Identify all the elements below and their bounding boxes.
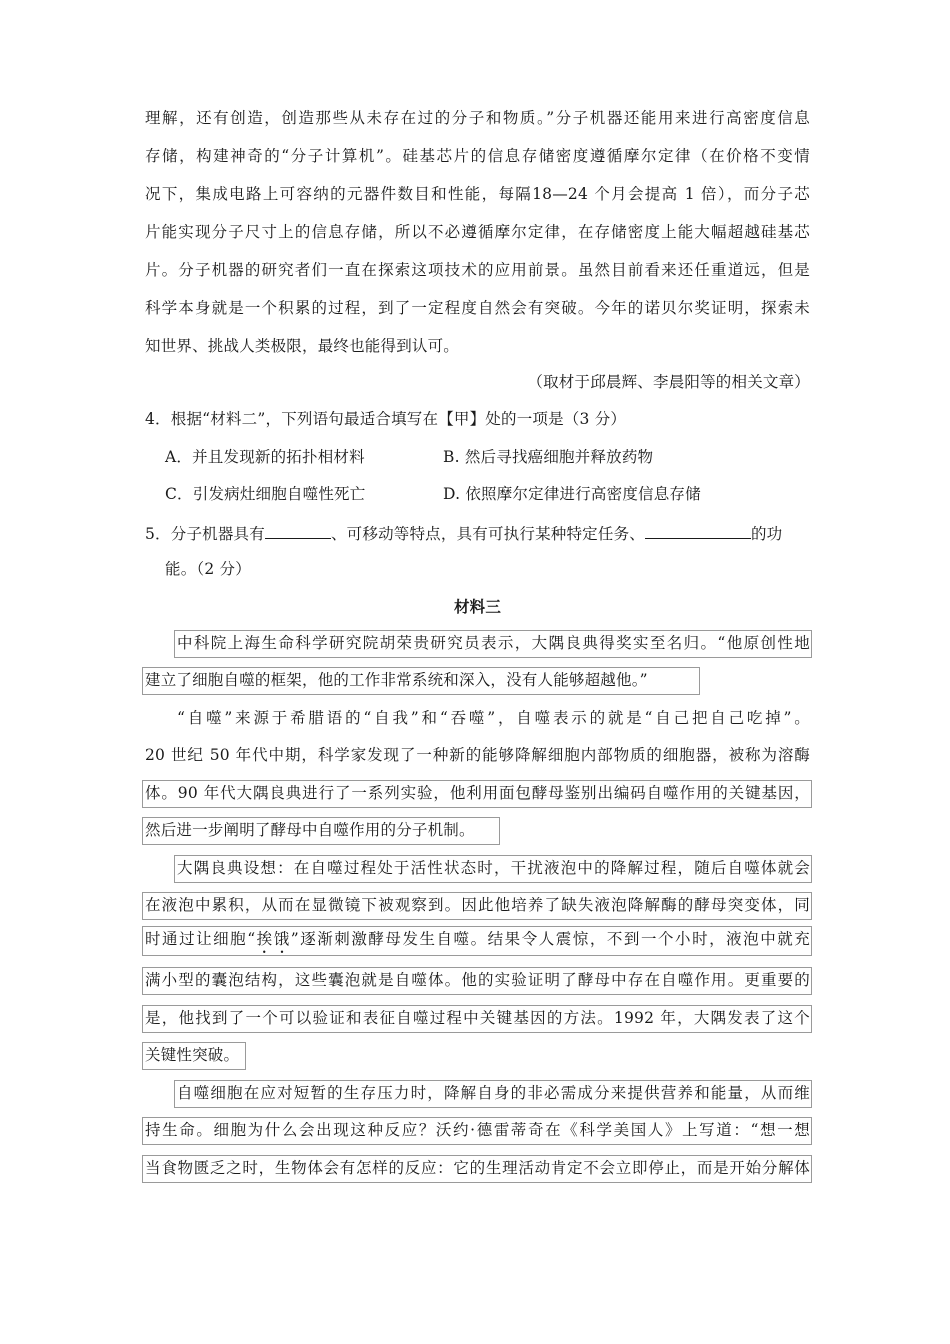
paragraph-line bbox=[145, 929, 810, 949]
passage-line: 知世界、挑战人类极限，最终也能得到认可。 bbox=[145, 337, 460, 355]
section-title: 材料三 bbox=[453, 597, 502, 616]
paragraph-line: 是，他找到了一个可以验证和表征自噬过程中关键基因的方法。1992 年，大隅发表了这个 bbox=[145, 1009, 810, 1027]
question-4-option-b: B. 然后寻找癌细胞并释放药物 bbox=[443, 448, 654, 466]
question-4-option-c: C．引发病灶细胞自噬性死亡 bbox=[165, 485, 366, 503]
passage-line: 片能实现分子尺寸上的信息存储，所以不必遵循摩尔定律，在存储密度上能大幅超越硅基芯 bbox=[145, 223, 810, 241]
paragraph-line: 在液泡中累积，从而在显微镜下被观察到。因此他培养了缺失液泡降解酶的酵母突变体，同 bbox=[145, 896, 810, 914]
source-note: （取材于邱晨辉、李晨阳等的相关文章） bbox=[527, 373, 810, 391]
paragraph-line: 建立了细胞自噬的框架，他的工作非常系统和深入，没有人能够超越他。” bbox=[145, 671, 648, 689]
paragraph-line: 关键性突破。 bbox=[145, 1046, 240, 1064]
paragraph-line: 大隅良典设想：在自噬过程处于活性状态时，干扰液泡中的降解过程，随后自噬体就会 bbox=[177, 859, 810, 877]
paragraph-fragment: ”逐渐刺激酵母发生自噬。结果令人震惊，不到一个小时，液泡中就充 bbox=[290, 930, 810, 948]
passage-line: 科学本身就是一个积累的过程，到了一定程度自然会有突破。今年的诺贝尔奖证明，探索未 bbox=[145, 299, 810, 317]
passage-line: 况下，集成电路上可容纳的元器件数目和性能，每隔18—24 个月会提高 1 倍），而分子芯 bbox=[145, 185, 810, 203]
question-5-part3: 的功 bbox=[750, 525, 783, 543]
paragraph-line: “自噬”来源于希腊语的“自我”和“吞噬”，自噬表示的就是“自己把自己吃掉”。 bbox=[177, 709, 810, 727]
question-4-option-d: D. 依照摩尔定律进行高密度信息存储 bbox=[443, 485, 701, 503]
paragraph-line: 然后进一步阐明了酵母中自噬作用的分子机制。 bbox=[145, 821, 475, 839]
question-4-stem: 4．根据“材料二”，下列语句最适合填写在【甲】处的一项是（3 分） bbox=[145, 410, 627, 428]
paragraph-line: 20 世纪 50 年代中期，科学家发现了一种新的能够降解细胞内部物质的细胞器，被称为溶酶 bbox=[145, 746, 810, 764]
paragraph-fragment: 时通过让细胞“ bbox=[145, 930, 256, 948]
emphasized-word: 挨饿 bbox=[255, 930, 291, 948]
paragraph-line: 当食物匮乏之时，生物体会有怎样的反应：它的生理活动肯定不会立即停止，而是开始分解体 bbox=[145, 1159, 810, 1177]
paragraph-line: 自噬细胞在应对短暂的生存压力时，降解自身的非必需成分来提供营养和能量，从而维 bbox=[177, 1084, 810, 1102]
paragraph-line: 体。90 年代大隅良典进行了一系列实验，他利用面包酵母鉴别出编码自噬作用的关键基因， bbox=[145, 784, 810, 802]
question-4-option-a: A．并且发现新的拓扑相材料 bbox=[165, 448, 365, 466]
question-5-line bbox=[145, 522, 782, 544]
answer-blank-1[interactable] bbox=[265, 522, 331, 539]
question-5-line-2: 能。（2 分） bbox=[165, 560, 251, 578]
question-5-part2: 、可移动等特点，具有可执行某种特定任务、 bbox=[330, 525, 645, 543]
passage-line: 存储，构建神奇的“分子计算机”。硅基芯片的信息存储密度遵循摩尔定律（在价格不变情 bbox=[145, 147, 810, 165]
paragraph-line: 中科院上海生命科学研究院胡荣贵研究员表示，大隅良典得奖实至名归。“他原创性地 bbox=[177, 634, 810, 652]
passage-line: 理解，还有创造，创造那些从未存在过的分子和物质。”分子机器还能用来进行高密度信息 bbox=[145, 109, 810, 127]
question-5-part1: 5．分子机器具有 bbox=[145, 525, 265, 543]
answer-blank-2[interactable] bbox=[645, 522, 751, 539]
passage-line: 片。分子机器的研究者们一直在探索这项技术的应用前景。虽然目前看来还任重道远，但是 bbox=[145, 261, 810, 279]
paragraph-line: 满小型的囊泡结构，这些囊泡就是自噬体。他的实验证明了酵母中存在自噬作用。更重要的 bbox=[145, 971, 810, 989]
paragraph-line: 持生命。细胞为什么会出现这种反应？沃约·德雷蒂奇在《科学美国人》上写道：“想一想 bbox=[145, 1121, 810, 1139]
